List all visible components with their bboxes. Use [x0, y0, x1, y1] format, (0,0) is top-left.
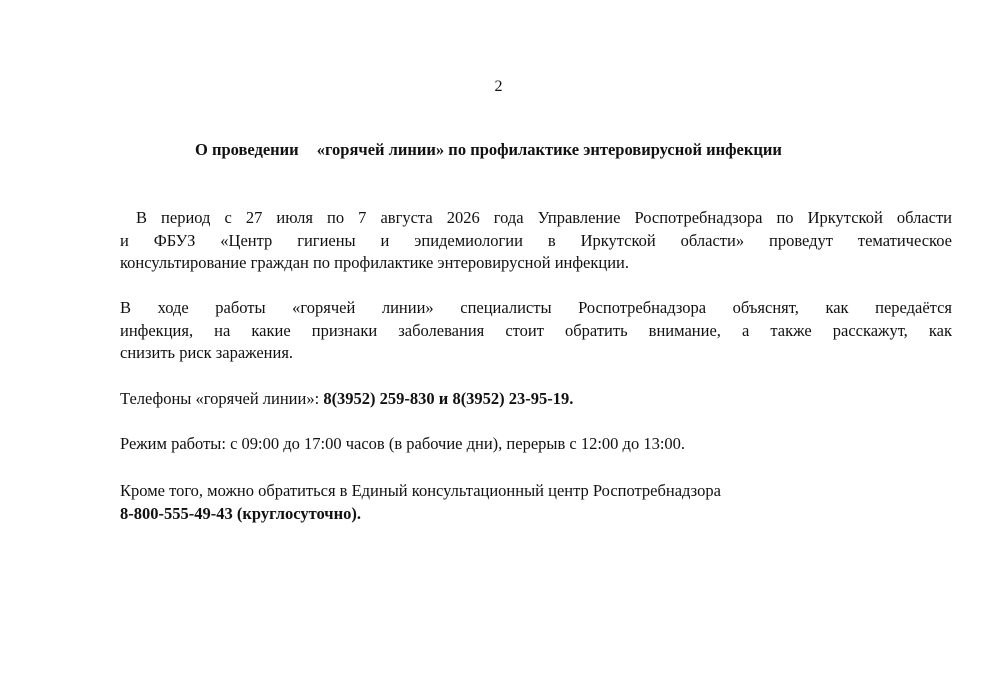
paragraph-schedule: [120, 433, 952, 456]
paragraph-line: инфекция, на какие признаки заболевания стоит обратить внимание, а также расскажут, как: [120, 320, 952, 340]
paragraph-phones: [120, 388, 952, 411]
paragraph-line: В период с 27 июля по 7 августа 2026 года Управление Роспотребнадзора по Иркутской области: [136, 208, 952, 227]
phones-conjunction: и: [434, 389, 453, 408]
center-phone: 8-800-555-49-43 (круглосуточно).: [120, 503, 361, 523]
paragraph-line: снизить риск заражения.: [120, 343, 294, 362]
document-title: [195, 140, 782, 160]
paragraph-line: В ходе работы «горячей линии» специалисты Роспотребнадзора объяснят, как передаётся: [120, 298, 952, 317]
paragraph-line: консультирование граждан по профилактике энтеровирусной инфекции.: [120, 253, 630, 272]
page-number: 2: [494, 78, 503, 95]
paragraph-details: [120, 297, 952, 365]
title-part-2: «горячей линии» по профилактике энтеровирусной инфекции: [316, 140, 782, 159]
phone-number-1: 8(3952) 259-830: [323, 389, 435, 408]
schedule-line: Режим работы: с 09:00 до 17:00 часов (в рабочие дни), перерыв с 12:00 до 13:00.: [120, 434, 686, 453]
paragraph-center: [120, 480, 952, 525]
phones-label: Телефоны «горячей линии»:: [120, 389, 324, 408]
center-line: Кроме того, можно обратиться в Единый консультационный центр Роспотребнадзора: [120, 481, 721, 500]
paragraph-line: и ФБУЗ «Центр гигиены и эпидемиологии в Иркутской области» проведут тематическое: [120, 230, 952, 250]
title-part-1: О проведении: [195, 140, 299, 159]
phones-line: [120, 388, 952, 411]
paragraph-announcement: [120, 207, 952, 275]
phone-number-2: 8(3952) 23-95-19.: [452, 389, 574, 408]
